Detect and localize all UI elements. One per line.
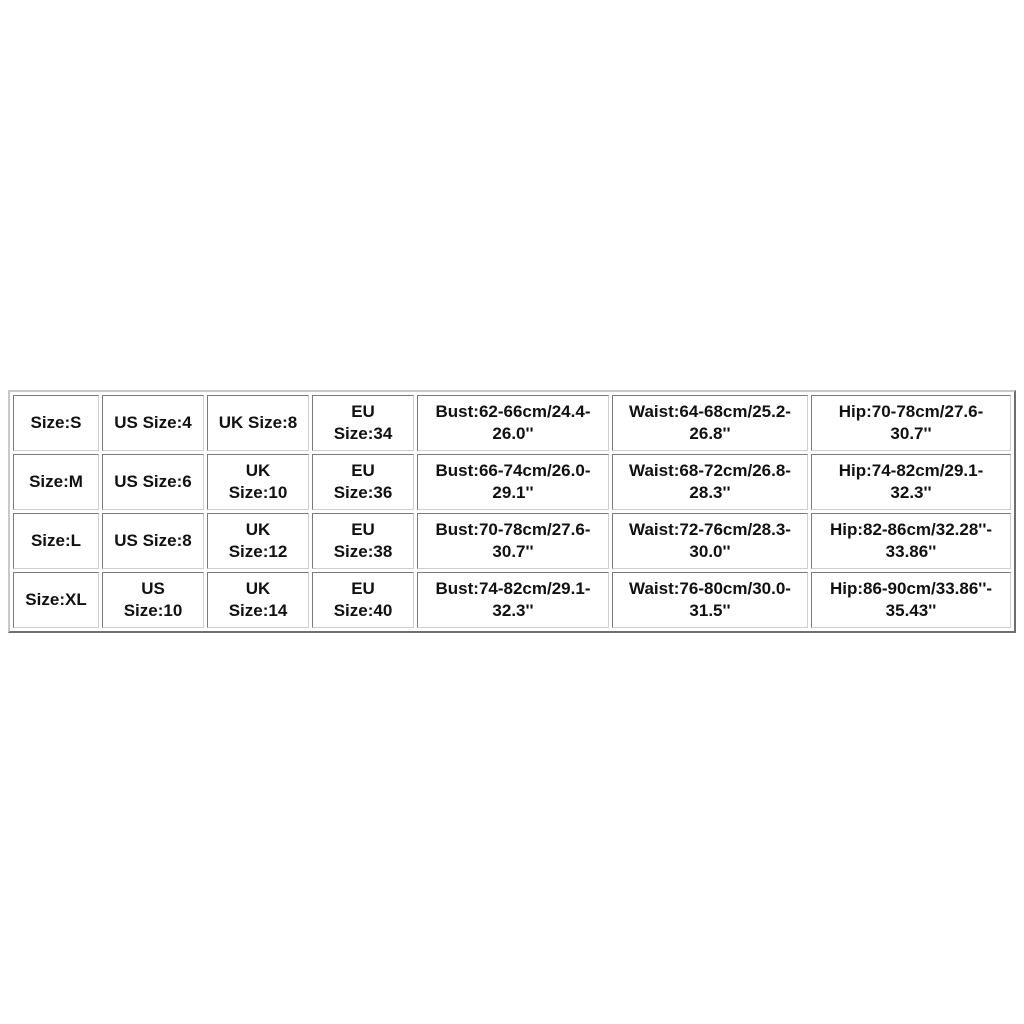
us-size-label-line2: Size:10	[123, 601, 183, 620]
table-row	[13, 395, 1011, 451]
size-label: Size:S	[30, 413, 82, 432]
size-cell	[13, 572, 99, 628]
us-size-cell	[102, 513, 204, 569]
waist-label-line1: Waist:68-72cm/26.8-	[629, 461, 791, 480]
waist-label-line2: 28.3''	[689, 483, 731, 502]
waist-cell	[612, 454, 808, 510]
us-size-label: US Size:8	[114, 531, 192, 550]
waist-cell	[612, 572, 808, 628]
us-size-cell	[102, 395, 204, 451]
hip-label-line1: Hip:74-82cm/29.1-	[838, 461, 984, 480]
waist-cell	[612, 513, 808, 569]
hip-cell	[811, 513, 1011, 569]
uk-size-label-line2: Size:12	[228, 542, 288, 561]
bust-label-line2: 30.7''	[492, 542, 534, 561]
bust-label-line2: 32.3''	[492, 601, 534, 620]
uk-size-cell	[207, 454, 309, 510]
bust-cell	[417, 572, 609, 628]
hip-cell	[811, 572, 1011, 628]
size-label: Size:M	[29, 472, 83, 491]
uk-size-cell	[207, 395, 309, 451]
eu-size-cell	[312, 513, 414, 569]
table-row	[13, 572, 1011, 628]
bust-label-line1: Bust:62-66cm/24.4-	[435, 402, 591, 421]
us-size-cell	[102, 572, 204, 628]
uk-size-label-line2: Size:10	[228, 483, 288, 502]
hip-label-line1: Hip:82-86cm/32.28''-	[829, 520, 993, 539]
table-row	[13, 454, 1011, 510]
bust-cell	[417, 454, 609, 510]
eu-size-label-line2: Size:34	[333, 424, 393, 443]
hip-label-line2: 35.43''	[885, 601, 937, 620]
uk-size-label: UK Size:8	[218, 413, 298, 432]
eu-size-cell	[312, 395, 414, 451]
uk-size-label-line1: UK	[245, 461, 271, 480]
eu-size-label-line1: EU	[351, 579, 375, 598]
eu-size-label-line2: Size:38	[333, 542, 393, 561]
waist-label-line2: 30.0''	[689, 542, 731, 561]
hip-cell	[811, 395, 1011, 451]
size-cell	[13, 454, 99, 510]
eu-size-label-line1: EU	[351, 520, 375, 539]
hip-label-line2: 33.86''	[885, 542, 937, 561]
waist-label-line2: 26.8''	[689, 424, 731, 443]
uk-size-label-line1: UK	[245, 579, 271, 598]
size-cell	[13, 513, 99, 569]
uk-size-cell	[207, 572, 309, 628]
us-size-label: US Size:6	[114, 472, 192, 491]
waist-label-line1: Waist:76-80cm/30.0-	[629, 579, 791, 598]
eu-size-label-line1: EU	[351, 461, 375, 480]
bust-cell	[417, 513, 609, 569]
eu-size-cell	[312, 572, 414, 628]
hip-label-line2: 32.3''	[890, 483, 932, 502]
size-label: Size:XL	[25, 590, 87, 609]
eu-size-cell	[312, 454, 414, 510]
bust-label-line1: Bust:74-82cm/29.1-	[435, 579, 591, 598]
hip-cell	[811, 454, 1011, 510]
waist-label-line2: 31.5''	[689, 601, 731, 620]
uk-size-cell	[207, 513, 309, 569]
size-label: Size:L	[30, 531, 82, 550]
eu-size-label-line1: EU	[351, 402, 375, 421]
waist-cell	[612, 395, 808, 451]
bust-label-line2: 29.1''	[492, 483, 534, 502]
bust-cell	[417, 395, 609, 451]
waist-label-line1: Waist:64-68cm/25.2-	[629, 402, 791, 421]
us-size-label: US Size:4	[114, 413, 192, 432]
size-chart-table	[8, 390, 1016, 633]
eu-size-label-line2: Size:36	[333, 483, 393, 502]
us-size-cell	[102, 454, 204, 510]
size-cell	[13, 395, 99, 451]
eu-size-label-line2: Size:40	[333, 601, 393, 620]
uk-size-label-line1: UK	[245, 520, 271, 539]
waist-label-line1: Waist:72-76cm/28.3-	[629, 520, 791, 539]
bust-label-line1: Bust:66-74cm/26.0-	[435, 461, 591, 480]
hip-label-line1: Hip:70-78cm/27.6-	[838, 402, 984, 421]
uk-size-label-line2: Size:14	[228, 601, 288, 620]
bust-label-line2: 26.0''	[492, 424, 534, 443]
hip-label-line1: Hip:86-90cm/33.86''-	[829, 579, 993, 598]
hip-label-line2: 30.7''	[890, 424, 932, 443]
bust-label-line1: Bust:70-78cm/27.6-	[435, 520, 591, 539]
us-size-label-line1: US	[141, 579, 165, 598]
table-row	[13, 513, 1011, 569]
